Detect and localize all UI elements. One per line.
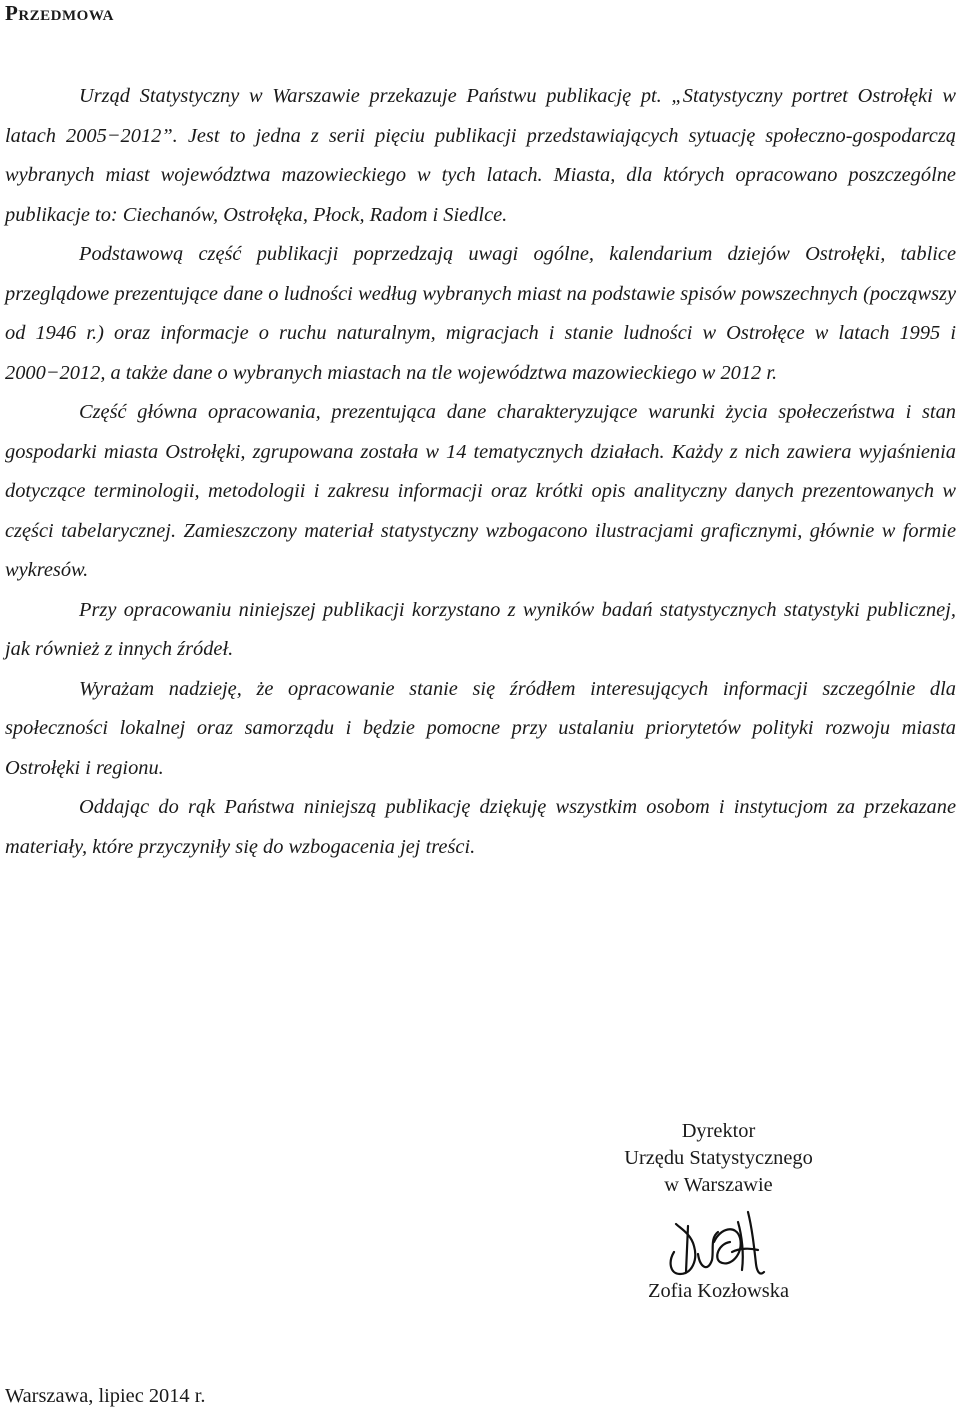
paragraph-structure: Podstawową część publikacji poprzedzają uwagi ogólne, kalendarium dziejów Ostrołęki, tablice przeglądowe prezentujące dane o ludności według wybranych miast na podstawie spisów powszechnych (począwszy od 1946 r.) oraz informacje o ruchu naturalnym, migracjach i stanie ludności w Ostrołęce w latach 1995 i 2000−2012, a także dane o wybranych miastach na tle województwa mazowieckiego w 2012 r. [5, 243, 956, 384]
place-date: Warszawa, lipiec 2014 r. [5, 1385, 206, 1407]
signature-title-line1: Dyrektor [681, 1120, 756, 1142]
paragraph-thanks: Oddając do rąk Państwa niniejszą publikację dziękuję wszystkim osobom i instytucjom za przekazane materiały, które przyczyniły się do wzbogacenia jej treści. [5, 796, 956, 858]
signature-title-line2: Urzędu Statystycznego [624, 1147, 813, 1169]
signature-title-block [596, 1118, 841, 1199]
preface-body [5, 77, 956, 867]
page-heading: Przedmowa [5, 1, 114, 25]
signer-name: Zofia Kozłowska [648, 1280, 789, 1302]
paragraph-intro: Urząd Statystyczny w Warszawie przekazuje Państwu publikację pt. „Statystyczny portret Ostrołęki w latach 2005−2012”. Jest to jedna z serii pięciu publikacji przedstawiających sytuację społeczno-gospodarczą wybranych miast województwa mazowieckiego w tych latach. Miasta, dla których opracowano poszczególne publikacje to: Ciechanów, Ostrołęka, Płock, Radom i Siedlce. [5, 85, 956, 226]
paragraph-hope: Wyrażam nadzieję, że opracowanie stanie się źródłem interesujących informacji szczególnie dla społeczności lokalnej oraz samorządu i będzie pomocne przy ustalaniu priorytetów polityki rozwoju miasta Ostrołęki i regionu. [5, 677, 956, 779]
handwritten-signature [660, 1202, 770, 1282]
signature-title-line3: w Warszawie [664, 1174, 773, 1196]
paragraph-main-part: Część główna opracowania, prezentująca dane charakteryzujące warunki życia społeczeństwa i stan gospodarki miasta Ostrołęki, zgrupowana została w 14 tematycznych działach. Każdy z nich zawiera wyjaśnienia dotyczące terminologii, metodologii i zakresu informacji oraz krótki opis analityczny danych prezentowanych w części tabelarycznej. Zamieszczony materiał statystyczny wzbogacono ilustracjami graficznymi, głównie w formie wykresów. [5, 401, 956, 581]
paragraph-sources: Przy opracowaniu niniejszej publikacji korzystano z wyników badań statystycznych statystyki publicznej, jak również z innych źródeł. [5, 598, 956, 660]
